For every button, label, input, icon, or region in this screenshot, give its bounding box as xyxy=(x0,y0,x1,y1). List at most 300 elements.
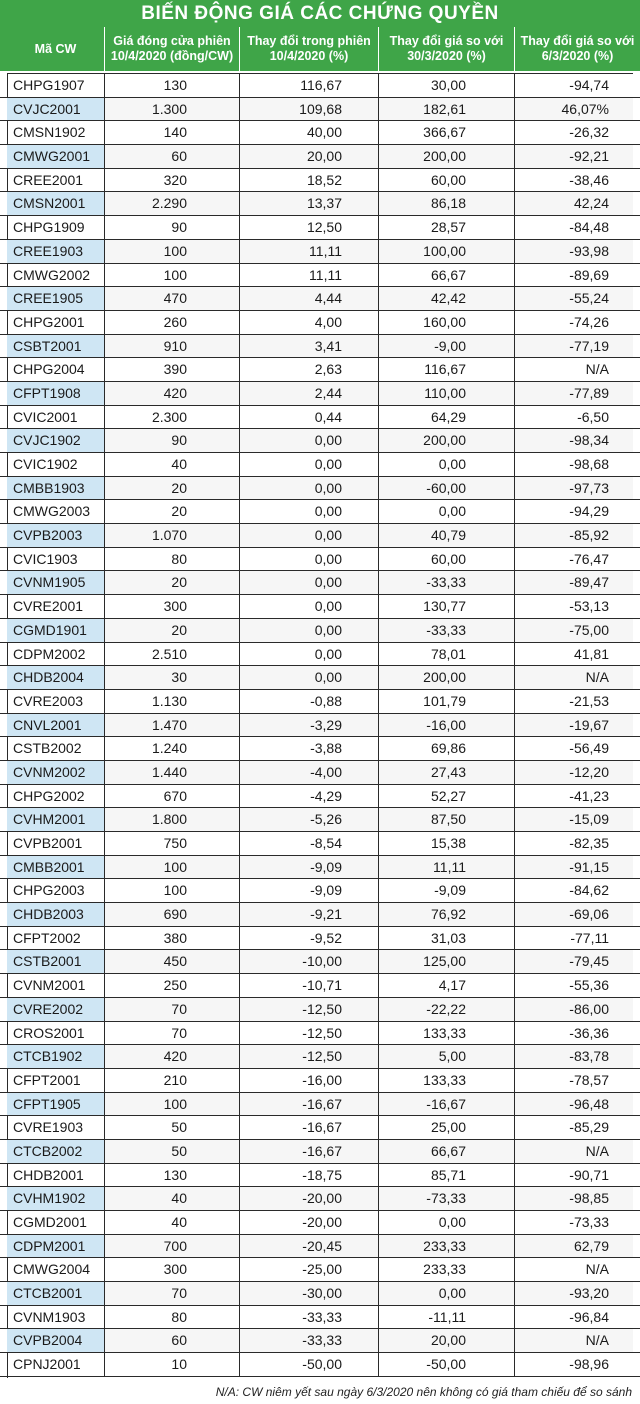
table-row xyxy=(0,1235,640,1259)
table-row xyxy=(0,1164,640,1188)
cell-change-session: 0,00 xyxy=(240,595,379,618)
table-row xyxy=(0,406,640,430)
cell-closing-price: 1.440 xyxy=(105,761,240,784)
cell-closing-price: 70 xyxy=(105,1022,240,1045)
cell-closing-price: 390 xyxy=(105,358,240,381)
cell-change-vs-30-3: 182,61 xyxy=(379,98,515,121)
cell-change-session: -16,67 xyxy=(240,1116,379,1139)
cell-ma-cw: CVHM2001 xyxy=(7,808,105,831)
cell-change-vs-30-3: 85,71 xyxy=(379,1164,515,1187)
cell-change-vs-6-3: -83,78 xyxy=(515,1045,633,1068)
cell-change-vs-30-3: 0,00 xyxy=(379,1282,515,1305)
cell-closing-price: 40 xyxy=(105,1211,240,1234)
cell-change-vs-30-3: 0,00 xyxy=(379,500,515,523)
cell-change-vs-6-3: N/A xyxy=(585,361,609,378)
cell-ma-cw: CROS2001 xyxy=(7,1022,105,1045)
cell-change-vs-30-3: 101,79 xyxy=(379,690,515,713)
cell-ma-cw: CGMD2001 xyxy=(7,1211,105,1234)
cell-change-session: -12,50 xyxy=(240,1022,379,1045)
cell-change-vs-6-3: -77,11 xyxy=(570,929,609,946)
cell-change-session: -9,21 xyxy=(240,903,379,926)
table-row xyxy=(0,74,640,98)
cell-change-vs-6-3: -55,36 xyxy=(569,977,609,994)
cell-closing-price: 100 xyxy=(105,264,240,287)
cell-closing-price: 420 xyxy=(105,382,240,405)
cell-change-session: -10,71 xyxy=(240,974,379,997)
cell-change-vs-30-3: 66,67 xyxy=(379,1140,515,1163)
cell-closing-price: 100 xyxy=(105,856,240,879)
cell-change-session: 0,00 xyxy=(240,500,379,523)
cell-change-vs-30-3: 130,77 xyxy=(379,595,515,618)
table-row xyxy=(0,1211,640,1235)
table-row xyxy=(0,548,640,572)
table-row xyxy=(0,619,640,643)
table-row xyxy=(0,785,640,809)
cell-ma-cw: CHPG2004 xyxy=(7,358,105,381)
table-row xyxy=(0,453,640,477)
cell-change-session: -18,75 xyxy=(240,1164,379,1187)
cell-change-vs-30-3: 100,00 xyxy=(379,240,515,263)
cell-change-vs-6-3: -41,23 xyxy=(569,787,609,804)
cell-change-vs-6-3: -89,47 xyxy=(515,571,633,594)
table-row xyxy=(0,1258,640,1282)
cell-closing-price: 60 xyxy=(105,145,240,168)
cell-closing-price: 1.240 xyxy=(105,737,240,760)
table-row xyxy=(0,571,640,595)
table-row xyxy=(0,192,640,216)
cell-change-vs-6-3: -98,34 xyxy=(515,429,633,452)
header-change-session: Thay đổi trong phiên 10/4/2020 (%) xyxy=(240,27,379,71)
cell-change-vs-6-3: -91,15 xyxy=(515,856,633,879)
cell-change-session: -16,67 xyxy=(240,1140,379,1163)
cell-change-vs-6-3: -98,85 xyxy=(515,1187,633,1210)
cell-ma-cw: CREE2001 xyxy=(7,169,105,192)
cell-change-session: -50,00 xyxy=(240,1353,379,1376)
cell-change-session: -20,00 xyxy=(240,1211,379,1234)
cell-change-session: -16,67 xyxy=(240,1093,379,1116)
table-row xyxy=(0,856,640,880)
cell-change-vs-30-3: -9,00 xyxy=(379,335,515,358)
cell-change-vs-6-3: -12,20 xyxy=(515,761,633,784)
table-row xyxy=(0,145,640,169)
cell-closing-price: 260 xyxy=(105,311,240,334)
table-row xyxy=(0,524,640,548)
cell-closing-price: 250 xyxy=(105,974,240,997)
header-closing-price: Giá đóng cửa phiên 10/4/2020 (đồng/CW) xyxy=(105,27,240,71)
cell-change-session: 0,00 xyxy=(240,643,379,666)
cell-change-vs-30-3: 60,00 xyxy=(379,548,515,571)
cell-closing-price: 50 xyxy=(105,1140,240,1163)
table-row xyxy=(0,761,640,785)
table-row xyxy=(0,500,640,524)
cell-change-session: 0,00 xyxy=(240,619,379,642)
cell-ma-cw: CFPT2002 xyxy=(7,927,105,950)
cell-closing-price: 1.800 xyxy=(105,808,240,831)
cell-closing-price: 80 xyxy=(105,1306,240,1329)
cell-change-vs-6-3: 42,24 xyxy=(515,192,633,215)
table-row xyxy=(0,737,640,761)
cell-ma-cw: CNVL2001 xyxy=(7,714,105,737)
cell-change-session: 109,68 xyxy=(240,98,379,121)
cell-change-vs-30-3: 4,17 xyxy=(379,974,515,997)
header-change-vs-6-3: Thay đổi giá so với 6/3/2020 (%) xyxy=(520,34,635,63)
cell-change-vs-30-3: 200,00 xyxy=(379,145,515,168)
cell-change-session: -20,00 xyxy=(240,1187,379,1210)
cell-ma-cw: CREE1903 xyxy=(7,240,105,263)
cell-change-vs-6-3: -78,57 xyxy=(569,1071,609,1088)
cell-ma-cw: CHPG1907 xyxy=(7,74,105,97)
cell-change-session: -33,33 xyxy=(240,1306,379,1329)
cell-change-session: 4,44 xyxy=(240,287,379,310)
cell-ma-cw: CVJC2001 xyxy=(7,98,105,121)
cell-change-session: 0,00 xyxy=(240,524,379,547)
cell-ma-cw: CVRE2002 xyxy=(7,998,105,1021)
cell-change-vs-6-3: -89,69 xyxy=(569,266,609,283)
cell-closing-price: 1.130 xyxy=(105,690,240,713)
cell-change-vs-6-3: -82,35 xyxy=(569,835,609,851)
cell-closing-price: 2.510 xyxy=(105,643,240,666)
cell-ma-cw: CTCB2002 xyxy=(7,1140,105,1163)
cell-change-vs-30-3: -22,22 xyxy=(379,998,515,1021)
table-row xyxy=(0,311,640,335)
cell-change-session: 18,52 xyxy=(240,169,379,192)
cell-ma-cw: CMSN2001 xyxy=(7,192,105,215)
cell-closing-price: 380 xyxy=(105,927,240,950)
cell-ma-cw: CMWG2003 xyxy=(7,500,105,523)
cell-closing-price: 100 xyxy=(105,1093,240,1116)
cell-change-session: -25,00 xyxy=(240,1258,379,1281)
cell-change-vs-30-3: 233,33 xyxy=(379,1235,515,1258)
cell-change-vs-6-3: -93,20 xyxy=(515,1282,633,1305)
cell-closing-price: 40 xyxy=(105,453,240,476)
cell-change-vs-6-3: -79,45 xyxy=(515,950,633,973)
header-ma-cw: Mã CW xyxy=(7,27,105,71)
table-row xyxy=(0,477,640,501)
cell-change-vs-30-3: 42,42 xyxy=(379,287,515,310)
cell-change-vs-30-3: -16,00 xyxy=(379,714,515,737)
cell-change-vs-6-3: -36,36 xyxy=(569,1024,609,1041)
table-row xyxy=(0,121,640,145)
cell-change-session: 12,50 xyxy=(240,216,379,239)
cell-ma-cw: CVNM1905 xyxy=(7,571,105,594)
cell-change-vs-6-3: -90,71 xyxy=(569,1166,609,1183)
cell-change-vs-6-3: -93,98 xyxy=(515,240,633,263)
cell-ma-cw: CVRE2001 xyxy=(7,595,105,618)
cell-ma-cw: CSTB2001 xyxy=(7,950,105,973)
cell-change-vs-30-3: 64,29 xyxy=(379,406,515,429)
cell-closing-price: 50 xyxy=(105,1116,240,1139)
cell-change-session: 0,00 xyxy=(240,429,379,452)
cell-closing-price: 300 xyxy=(105,595,240,618)
header-change-vs-30-3: Thay đổi giá so với 30/3/2020 (%) xyxy=(379,27,515,71)
cell-closing-price: 210 xyxy=(105,1069,240,1092)
cell-change-vs-30-3: 200,00 xyxy=(379,429,515,452)
cell-change-vs-30-3: 52,27 xyxy=(379,785,515,808)
cell-closing-price: 2.290 xyxy=(105,192,240,215)
cell-change-session: 11,11 xyxy=(240,264,379,287)
cell-ma-cw: CHPG1909 xyxy=(7,216,105,239)
cell-change-vs-30-3: 15,38 xyxy=(379,832,515,855)
cell-change-vs-30-3: 20,00 xyxy=(379,1329,515,1352)
cell-ma-cw: CPNJ2001 xyxy=(7,1353,105,1376)
cell-change-session: -8,54 xyxy=(240,832,379,855)
cell-ma-cw: CDPM2002 xyxy=(7,643,105,666)
cell-closing-price: 320 xyxy=(105,169,240,192)
table-row xyxy=(0,903,640,927)
cell-change-vs-6-3: N/A xyxy=(515,666,633,689)
footnote: N/A: CW niêm yết sau ngày 6/3/2020 nên không có giá tham chiếu để so sánh xyxy=(215,1385,632,1399)
cell-ma-cw: CHPG2002 xyxy=(7,785,105,808)
cell-change-vs-30-3: 233,33 xyxy=(379,1258,515,1281)
cell-change-vs-30-3: 133,33 xyxy=(379,1022,515,1045)
cell-change-vs-30-3: 28,57 xyxy=(379,216,515,239)
table-body xyxy=(0,74,640,1377)
cell-change-vs-30-3: 125,00 xyxy=(379,950,515,973)
table-row xyxy=(0,1116,640,1140)
cell-change-vs-6-3: -75,00 xyxy=(515,619,633,642)
table-row xyxy=(0,808,640,832)
table-row xyxy=(0,98,640,122)
cell-closing-price: 670 xyxy=(105,785,240,808)
cell-closing-price: 1.300 xyxy=(105,98,240,121)
cell-ma-cw: CFPT2001 xyxy=(7,1069,105,1092)
cell-ma-cw: CVPB2003 xyxy=(7,524,105,547)
cell-closing-price: 140 xyxy=(105,121,240,144)
cell-ma-cw: CVIC1902 xyxy=(7,453,105,476)
cell-change-vs-6-3: -56,49 xyxy=(569,740,609,757)
cell-change-vs-6-3: -38,46 xyxy=(569,171,609,188)
cell-closing-price: 100 xyxy=(105,879,240,902)
cell-change-vs-6-3: 62,79 xyxy=(515,1235,633,1258)
cell-change-vs-30-3: 31,03 xyxy=(379,927,515,950)
cell-ma-cw: CVIC1903 xyxy=(7,548,105,571)
table-row xyxy=(0,595,640,619)
table-row xyxy=(0,974,640,998)
cell-ma-cw: CTCB1902 xyxy=(7,1045,105,1068)
cell-change-session: 2,63 xyxy=(240,358,379,381)
cell-change-session: -5,26 xyxy=(240,808,379,831)
cell-change-session: 0,00 xyxy=(240,548,379,571)
cell-closing-price: 2.300 xyxy=(105,406,240,429)
cell-change-vs-6-3: -19,67 xyxy=(515,714,633,737)
cell-ma-cw: CREE1905 xyxy=(7,287,105,310)
cell-change-vs-6-3: -96,84 xyxy=(569,1308,609,1325)
cell-ma-cw: CVRE1903 xyxy=(7,1116,105,1139)
cell-closing-price: 130 xyxy=(105,74,240,97)
cell-change-vs-30-3: 87,50 xyxy=(379,808,515,831)
cell-change-session: 40,00 xyxy=(240,121,379,144)
table-row xyxy=(0,1093,640,1117)
table-title: BIẾN ĐỘNG GIÁ CÁC CHỨNG QUYỀN xyxy=(0,0,640,27)
cell-change-vs-6-3: -94,74 xyxy=(569,77,609,93)
cell-change-vs-30-3: 40,79 xyxy=(379,524,515,547)
cell-change-vs-30-3: 200,00 xyxy=(379,666,515,689)
cell-change-vs-6-3: -98,96 xyxy=(569,1356,609,1373)
cell-change-session: -9,09 xyxy=(240,879,379,902)
cell-change-vs-6-3: -85,29 xyxy=(569,1119,609,1136)
cell-change-vs-6-3: -26,32 xyxy=(569,124,609,141)
cell-closing-price: 60 xyxy=(105,1329,240,1352)
cell-change-vs-30-3: -9,09 xyxy=(379,879,515,902)
cell-closing-price: 70 xyxy=(105,998,240,1021)
cell-change-vs-6-3: -6,50 xyxy=(577,408,609,425)
table-row xyxy=(0,1353,640,1377)
cell-closing-price: 30 xyxy=(105,666,240,689)
cell-change-vs-30-3: -11,11 xyxy=(379,1306,515,1329)
cell-change-vs-6-3: -77,19 xyxy=(515,335,633,358)
cell-closing-price: 90 xyxy=(105,216,240,239)
table-row xyxy=(0,832,640,856)
cell-change-vs-30-3: -33,33 xyxy=(379,619,515,642)
table-row xyxy=(0,1140,640,1164)
cell-change-session: 3,41 xyxy=(240,335,379,358)
table-row xyxy=(0,335,640,359)
cell-change-session: 4,00 xyxy=(240,311,379,334)
cell-change-vs-6-3: N/A xyxy=(515,1329,633,1352)
cell-change-vs-30-3: 60,00 xyxy=(379,169,515,192)
cell-closing-price: 20 xyxy=(105,477,240,500)
cell-change-session: -16,00 xyxy=(240,1069,379,1092)
cell-ma-cw: CTCB2001 xyxy=(7,1282,105,1305)
cell-ma-cw: CFPT1908 xyxy=(7,382,105,405)
cell-change-session: -12,50 xyxy=(240,998,379,1021)
cell-change-vs-6-3: -73,33 xyxy=(569,1214,609,1230)
cell-change-vs-6-3: -74,26 xyxy=(569,313,609,330)
cell-change-vs-30-3: 0,00 xyxy=(379,1211,515,1234)
cell-change-vs-30-3: 11,11 xyxy=(379,856,515,879)
cell-closing-price: 450 xyxy=(105,950,240,973)
cell-change-session: -0,88 xyxy=(240,690,379,713)
cell-change-session: -12,50 xyxy=(240,1045,379,1068)
cell-ma-cw: CVIC2001 xyxy=(7,406,105,429)
cell-ma-cw: CMBB2001 xyxy=(7,856,105,879)
cell-change-session: -9,52 xyxy=(240,927,379,950)
cell-change-vs-30-3: -16,67 xyxy=(379,1093,515,1116)
cell-ma-cw: CVHM1902 xyxy=(7,1187,105,1210)
cell-change-vs-6-3: 41,81 xyxy=(573,645,609,662)
cell-ma-cw: CSBT2001 xyxy=(7,335,105,358)
cell-closing-price: 70 xyxy=(105,1282,240,1305)
cell-change-vs-30-3: -60,00 xyxy=(379,477,515,500)
cell-change-vs-30-3: 133,33 xyxy=(379,1069,515,1092)
cell-change-vs-6-3: N/A xyxy=(585,1261,609,1278)
cell-change-session: 2,44 xyxy=(240,382,379,405)
table-row xyxy=(0,643,640,667)
cell-change-vs-6-3: -85,92 xyxy=(515,524,633,547)
cell-ma-cw: CVRE2003 xyxy=(7,690,105,713)
table-row xyxy=(0,666,640,690)
cell-change-vs-6-3: -96,48 xyxy=(515,1093,633,1116)
table-row xyxy=(0,1022,640,1046)
cell-change-vs-30-3: 116,67 xyxy=(379,358,515,381)
cell-change-vs-6-3: -97,73 xyxy=(515,477,633,500)
cell-ma-cw: CHPG2003 xyxy=(7,879,105,902)
cell-change-vs-30-3: 69,86 xyxy=(379,737,515,760)
cell-ma-cw: CHDB2004 xyxy=(7,666,105,689)
table-row xyxy=(0,1187,640,1211)
cell-ma-cw: CHDB2003 xyxy=(7,903,105,926)
cell-change-vs-6-3: 46,07% xyxy=(515,98,633,121)
table-header xyxy=(0,27,640,71)
cell-ma-cw: CSTB2002 xyxy=(7,737,105,760)
table-row xyxy=(0,358,640,382)
table-row xyxy=(0,1045,640,1069)
table-row xyxy=(0,429,640,453)
cell-change-vs-6-3: -86,00 xyxy=(515,998,633,1021)
cell-change-session: -20,45 xyxy=(240,1235,379,1258)
cell-closing-price: 300 xyxy=(105,1258,240,1281)
cell-change-vs-6-3: -69,06 xyxy=(515,903,633,926)
table-row xyxy=(0,264,640,288)
cell-change-session: 0,00 xyxy=(240,571,379,594)
cell-change-vs-30-3: 78,01 xyxy=(379,643,515,666)
cell-change-vs-6-3: -21,53 xyxy=(569,692,609,709)
cell-change-session: -3,88 xyxy=(240,737,379,760)
cell-closing-price: 80 xyxy=(105,548,240,571)
cell-change-session: -3,29 xyxy=(240,714,379,737)
cell-closing-price: 1.070 xyxy=(105,524,240,547)
cell-ma-cw: CGMD1901 xyxy=(7,619,105,642)
cell-ma-cw: CMWG2001 xyxy=(7,145,105,168)
cell-change-vs-30-3: 66,67 xyxy=(379,264,515,287)
cell-closing-price: 40 xyxy=(105,1187,240,1210)
cell-change-session: 13,37 xyxy=(240,192,379,215)
cell-change-vs-6-3: -15,09 xyxy=(515,808,633,831)
cell-change-vs-30-3: 0,00 xyxy=(379,453,515,476)
cell-change-vs-6-3: N/A xyxy=(515,1140,633,1163)
table-row xyxy=(0,169,640,193)
table-row xyxy=(0,690,640,714)
cell-change-session: -10,00 xyxy=(240,950,379,973)
cell-change-vs-30-3: -73,33 xyxy=(379,1187,515,1210)
cell-ma-cw: CMBB1903 xyxy=(7,477,105,500)
cell-change-session: -30,00 xyxy=(240,1282,379,1305)
cell-ma-cw: CVNM1903 xyxy=(7,1306,105,1329)
cell-change-vs-6-3: -84,48 xyxy=(569,219,609,236)
cell-change-vs-30-3: 25,00 xyxy=(379,1116,515,1139)
cell-change-vs-30-3: 5,00 xyxy=(379,1045,515,1068)
cell-change-session: -33,33 xyxy=(240,1329,379,1352)
cell-closing-price: 20 xyxy=(105,571,240,594)
cell-ma-cw: CVPB2004 xyxy=(7,1329,105,1352)
cell-change-vs-30-3: 27,43 xyxy=(379,761,515,784)
cell-change-vs-30-3: -50,00 xyxy=(379,1353,515,1376)
cell-ma-cw: CHDB2001 xyxy=(7,1164,105,1187)
cell-change-session: -4,00 xyxy=(240,761,379,784)
cell-change-session: 0,44 xyxy=(240,406,379,429)
cell-ma-cw: CVNM2002 xyxy=(7,761,105,784)
cell-ma-cw: CFPT1905 xyxy=(7,1093,105,1116)
cell-change-vs-6-3: -55,24 xyxy=(515,287,633,310)
cell-change-vs-6-3: -76,47 xyxy=(569,550,609,567)
cell-change-session: 0,00 xyxy=(240,477,379,500)
cell-closing-price: 90 xyxy=(105,429,240,452)
table-row xyxy=(0,950,640,974)
cell-ma-cw: CVNM2001 xyxy=(7,974,105,997)
cell-ma-cw: CMWG2004 xyxy=(7,1258,105,1281)
cell-change-session: 116,67 xyxy=(240,74,379,97)
cell-ma-cw: CDPM2001 xyxy=(7,1235,105,1258)
cell-closing-price: 10 xyxy=(105,1353,240,1376)
cell-change-vs-30-3: 160,00 xyxy=(379,311,515,334)
cell-change-vs-30-3: 76,92 xyxy=(379,903,515,926)
cell-ma-cw: CMSN1902 xyxy=(7,121,105,144)
cell-change-vs-6-3: -77,89 xyxy=(515,382,633,405)
table-row xyxy=(0,998,640,1022)
cell-change-session: 0,00 xyxy=(240,453,379,476)
cell-ma-cw: CVPB2001 xyxy=(7,832,105,855)
cell-closing-price: 1.470 xyxy=(105,714,240,737)
